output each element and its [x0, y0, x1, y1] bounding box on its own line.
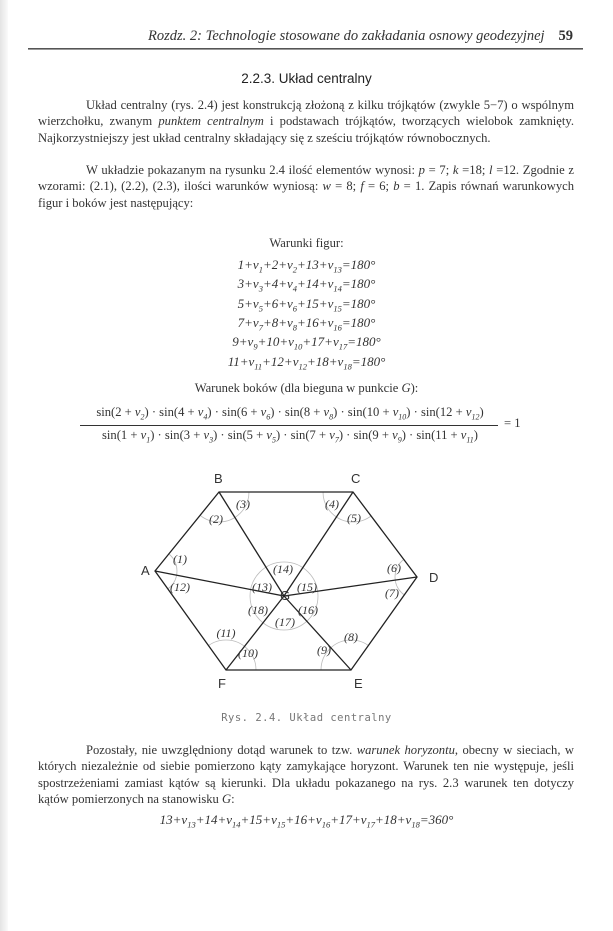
- spoke-line: [284, 492, 353, 596]
- text: =12. Zgodnie z wzorami: (2.1), (2.2), (2.3), ilości warunków wyniosą:: [38, 163, 574, 194]
- horizon-condition-equation: $13+v_{13}+14+v_{14}+15+v_{15}+16+v_{16}+17+v_{17}+18+v_{18}=360^\circ$: [159, 812, 454, 830]
- text: Pozostały, nie uwzględniony dotąd warunek to tzw.: [86, 743, 357, 757]
- var-b: b: [393, 179, 400, 194]
- var-p: p: [418, 163, 425, 177]
- fraction-denominator: $\sin(1 + v_1) \cdot \sin(3 + v_3) \cdot \sin(5 + v_5) \cdot \sin(7 + v_7) \cdot \sin(9 + v_9) \cdot \sin(11 + v_{11})$: [102, 428, 478, 445]
- text: ):: [410, 381, 419, 395]
- fraction-numerator: $\sin(2 + v_2) \cdot \sin(4 + v_4) \cdot \sin(6 + v_6) \cdot \sin(8 + v_8) \cdot \sin(10 + v_{10}) \cdot \sin(12 + v_{12})$: [96, 405, 484, 422]
- vertex-label-c: C: [351, 471, 361, 486]
- point-g: G: [401, 381, 411, 395]
- angle-label: (18): [248, 603, 268, 617]
- header-rule: [28, 48, 583, 49]
- vertex-label-e: E: [354, 676, 363, 691]
- text: Warunek boków (dla bieguna w punkcie: [194, 381, 402, 395]
- vertex-label-b: B: [214, 471, 223, 486]
- vertex-label-d: D: [429, 570, 439, 585]
- running-header: [28, 28, 581, 46]
- side-condition-heading: [0, 381, 613, 396]
- angle-label: (16): [298, 603, 318, 617]
- page-number: 59: [558, 28, 573, 44]
- hexagon-outline: [155, 492, 417, 670]
- text: = 7;: [424, 163, 453, 177]
- var-k: k: [452, 163, 459, 177]
- angle-label: (1): [173, 552, 187, 566]
- figure-conditions-heading: Warunki figur:: [269, 236, 344, 250]
- angle-label: (15): [297, 580, 317, 594]
- var-w: w: [322, 179, 331, 194]
- fraction-bar: [80, 425, 498, 426]
- text: = 1. Zapis równań warunkowych figur i boków jest następujący:: [38, 179, 574, 210]
- scan-edge-shadow: [0, 0, 8, 931]
- emphasis-term: punktem centralnym: [158, 114, 264, 129]
- fraction-rhs: = 1: [504, 416, 521, 430]
- text: , obecny w sieciach, w których niezależnie od siebie pomierzono kąty zamykające horyzont. Warunek ten nie występuje, jeśli spostrzeżeniami zamiast kątów są kierunki. Dla układu pokazanego na rys. 2.3 warunek ten dotyczy kątów pomierzonych na stanowisku: [38, 743, 574, 806]
- figure-condition-equation: $7+v_7+8+v_8+16+v_{16}=180^\circ$: [237, 314, 376, 333]
- figure-condition-equation: $9+v_9+10+v_{10}+17+v_{17}=180^\circ$: [232, 334, 381, 352]
- angle-label: (9): [317, 643, 331, 657]
- section-title: 2.2.3. Układ centralny: [241, 71, 372, 86]
- text: = 6;: [363, 179, 394, 194]
- angle-label: (6): [387, 561, 401, 575]
- running-title: Rozdz. 2: Technologie stosowane do zakładania osnowy geodezyjnej: [148, 28, 545, 44]
- text: Układ centralny (rys. 2.4) jest konstrukcją złożoną z kilku trójkątów (zwykle 5−7) o wspólnym wierzchołku, zwanym: [38, 98, 574, 129]
- figure-condition-equation: $5+v_5+6+v_6+15+v_{15}=180^\circ$: [237, 295, 376, 314]
- angle-label: (4): [325, 497, 339, 511]
- figure-condition-equation: $3+v_3+4+v_4+14+v_{14}=180^\circ$: [237, 276, 376, 294]
- paragraph-intro: [38, 97, 574, 146]
- text: =18;: [458, 163, 490, 177]
- angle-label: (8): [344, 630, 358, 644]
- vertex-label-a: A: [141, 563, 150, 578]
- figure-condition-equation: $11+v_{11}+12+v_{12}+18+v_{18}=180^\circ$: [227, 353, 386, 372]
- var-l: l: [489, 163, 493, 177]
- angle-label: (10): [238, 646, 258, 660]
- angle-label: (13): [252, 580, 272, 594]
- emphasis-term: warunek horyzontu: [356, 743, 455, 757]
- figure-caption: Rys. 2.4. Układ centralny: [221, 712, 392, 724]
- vertex-label-g: G: [280, 588, 291, 603]
- figure-condition-equation: $1+v_1+2+v_2+13+v_{13}=180^\circ$: [237, 257, 376, 275]
- angle-label: (17): [275, 615, 295, 629]
- text: i podstawach trójkątów, tworzących wielobok zamknięty. Najkorzystniejszy jest układ centralny składający się z sześciu trójkątów równobocznych.: [38, 114, 574, 145]
- point-g: G: [221, 791, 232, 806]
- vertex-label-f: F: [218, 676, 226, 691]
- paragraph-elements: [38, 162, 574, 211]
- angle-label: (2): [209, 512, 223, 526]
- angle-label: (5): [347, 511, 361, 525]
- angle-label: (11): [216, 626, 236, 640]
- angle-label: (12): [170, 580, 190, 594]
- text: = 8;: [330, 179, 361, 194]
- text: :: [231, 791, 235, 806]
- text: W układzie pokazanym na rysunku 2.4 ilość elementów wynosi:: [86, 163, 419, 177]
- central-system-diagram: [130, 470, 460, 710]
- angle-label: (3): [236, 497, 250, 511]
- paragraph-horizon: [38, 742, 574, 807]
- var-f: f: [360, 179, 364, 194]
- angle-label: (14): [273, 562, 293, 576]
- angle-label: (7): [385, 586, 399, 600]
